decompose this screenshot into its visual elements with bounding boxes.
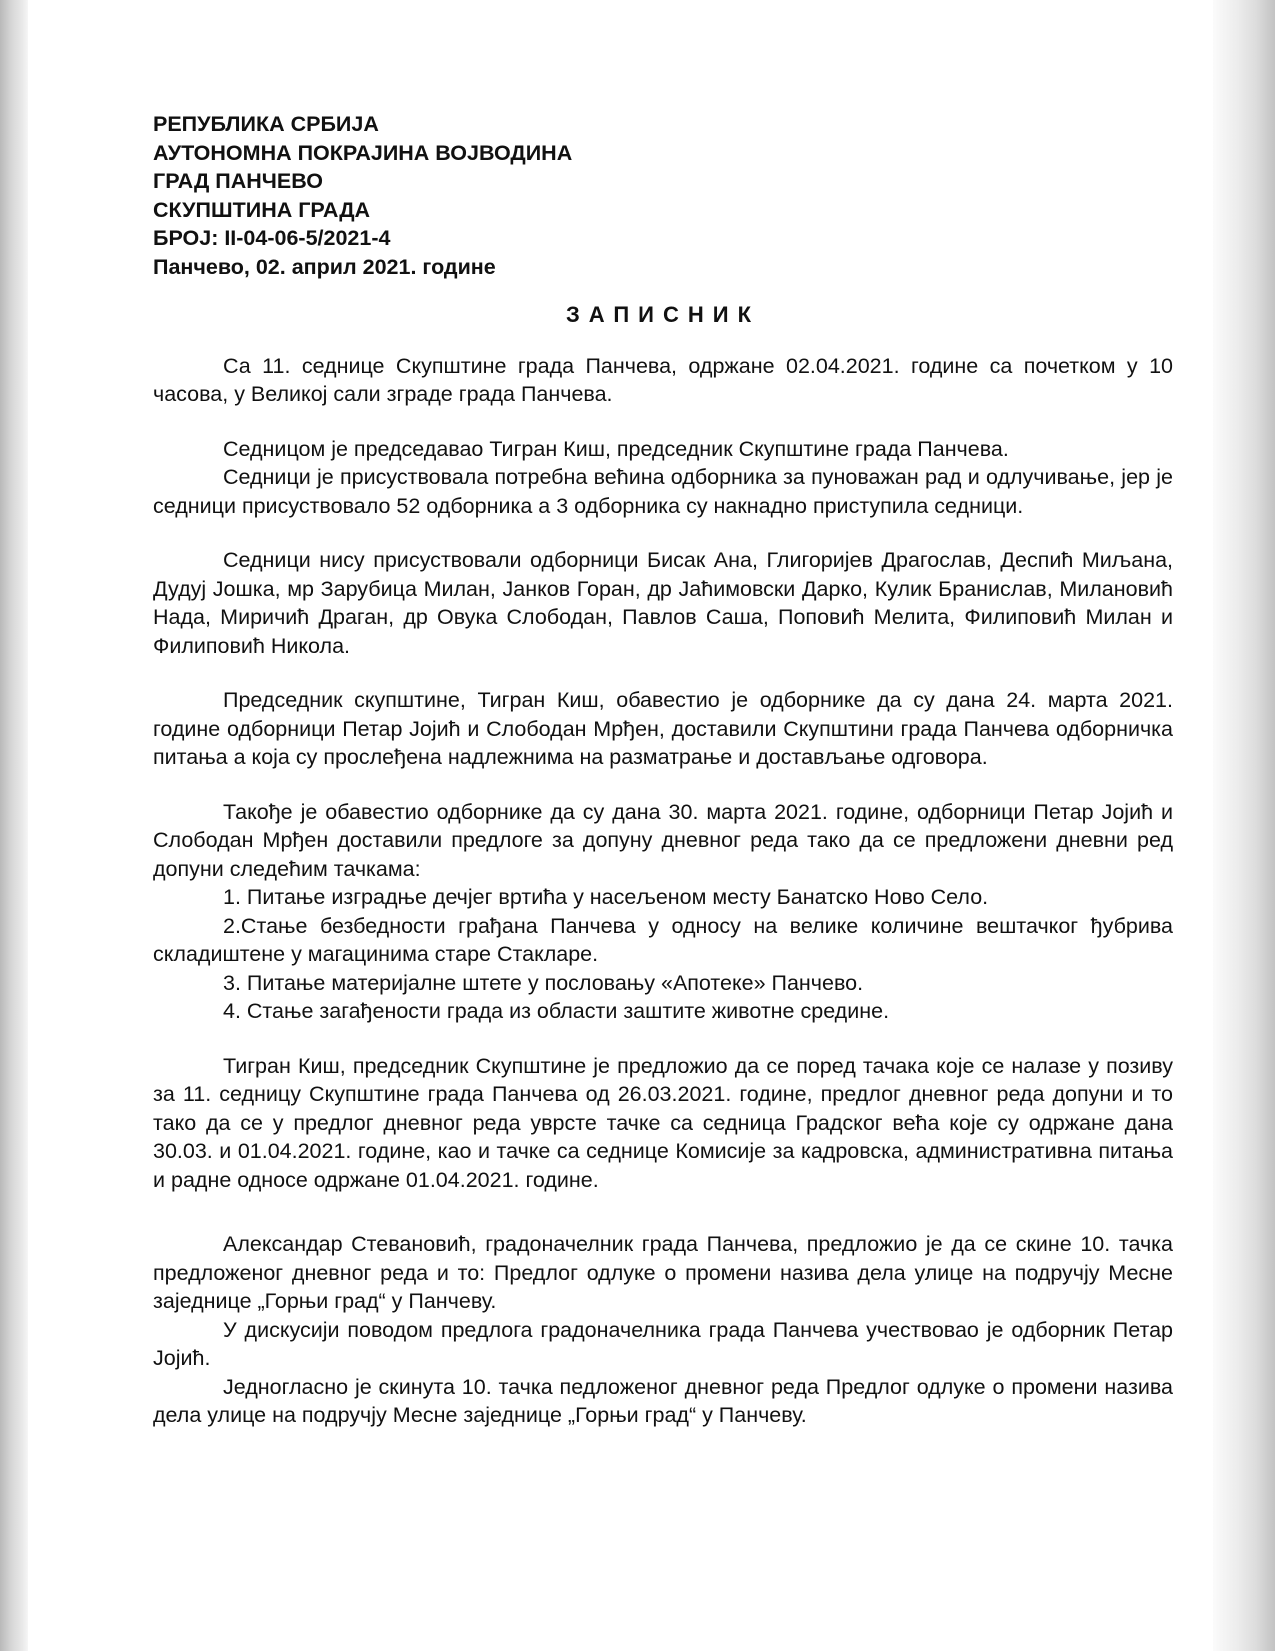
document-page — [28, 0, 1213, 1651]
agenda-item: 3. Питање материјалне штете у пословању «Апотеке» Панчево. — [223, 970, 864, 995]
paragraph-agenda-proposal: Такође је обавестио одборнике да су дана 30. марта 2021. године, одборници Петар Јојић и Слободан Мрђен доставили предлоге за допуну дневног реда тако да се предложени дневни ред допуни следећим тачкама: — [153, 799, 1173, 881]
paragraph-agenda-extension: Тигран Киш, председник Скупштине је предложио да се поред тачака које се налазе у позиву за 11. седницу Скупштине града Панчева од 26.03.2021. године, предлог дневног реда допуни и то тако да се у предлог дневног реда уврсте тачке са седница Градског већа које су одржане дана 30.03. и 01.04.2021. године, као и тачке са седнице Комисије за кадровска, административна питања и радне односе одржане 01.04.2021. године. — [153, 1053, 1173, 1192]
document-body — [153, 110, 1173, 1430]
paragraph-mayor-proposal: Александар Стевановић, градоначелник града Панчева, предложио је да се скине 10. тачка предложеног дневног реда и то: Предлог одлуке о промени назива дела улице на подручју Месне заједнице „Горњи град“ у Панчеву. — [153, 1232, 1173, 1313]
paragraph-session-intro: Са 11. седнице Скупштине града Панчева, одржане 02.04.2021. године са почетком у 10 часова, у Великој сали зграде града Панчева. — [153, 353, 1173, 406]
header-republic: РЕПУБЛИКА СРБИЈА — [153, 112, 379, 136]
paragraph-quorum: Седници је присуствовала потребна већина одборника за пуноважан рад и одлучивање, јер је седници присуствовало 52 одборника а 3 одборника су накнадно приступила седници. — [153, 465, 1173, 518]
agenda-item: 1. Питање изградње дечјег вртића у насељеном месту Банатско Ново Село. — [223, 885, 989, 909]
header-city: ГРАД ПАНЧЕВО — [153, 169, 323, 193]
paragraph-vote: Једногласно је скинута 10. тачка педложеног дневног реда Предлог одлуке о промени назива дела улице на подручју Месне заједнице „Горњи град“ у Панчеву. — [153, 1374, 1173, 1427]
scan-shadow-right — [1213, 0, 1275, 1651]
paragraph-absent: Седници нису присуствовали одборници Бисак Ана, Глигоријев Драгослав, Деспић Миљана, Дудуј Јошка, мр Зарубица Милан, Јанков Горан, др Јаћимовски Дарко, Кулик Бранислав, Милановић Нада, Миричић Драган, др Овука Слободан, Павлов Саша, Поповић Мелита, Филиповић Милан и Филиповић Никола. — [153, 548, 1173, 658]
paragraph-chair: Седницом је председавао Тигран Киш, председник Скупштине града Панчева. — [223, 436, 1009, 461]
scan-shadow-left — [0, 0, 28, 1651]
agenda-list — [153, 883, 1173, 1026]
agenda-item: 2.Стање безбедности грађана Панчева у односу на велике количине вештачког ђубрива складиштене у магацинима старе Стакларе. — [153, 913, 1173, 966]
document-title: ЗАПИСНИК — [565, 302, 761, 327]
header-date: Панчево, 02. април 2021. године — [153, 254, 496, 279]
header-assembly: СКУПШТИНА ГРАДА — [153, 197, 371, 222]
document-header — [153, 110, 1173, 281]
paragraph-questions: Председник скупштине, Тигран Киш, обавестио је одборнике да су дана 24. марта 2021. године одборници Петар Јојић и Слободан Мрђен, доставили Скупштини града Панчева одборничка питања а која су прослеђена надлежнима на разматрање и достављање одговора. — [153, 688, 1173, 769]
paragraph-discussion: У дискусији поводом предлога градоначелника града Панчева учествовао је одборник Петар Јојић. — [153, 1317, 1173, 1370]
agenda-item: 4. Стање загађености града из области заштите животне средине. — [223, 999, 890, 1023]
header-number: БРОЈ: II-04-06-5/2021-4 — [153, 226, 391, 250]
header-province: АУТОНОМНА ПОКРАЈИНА ВОЈВОДИНА — [153, 140, 573, 165]
